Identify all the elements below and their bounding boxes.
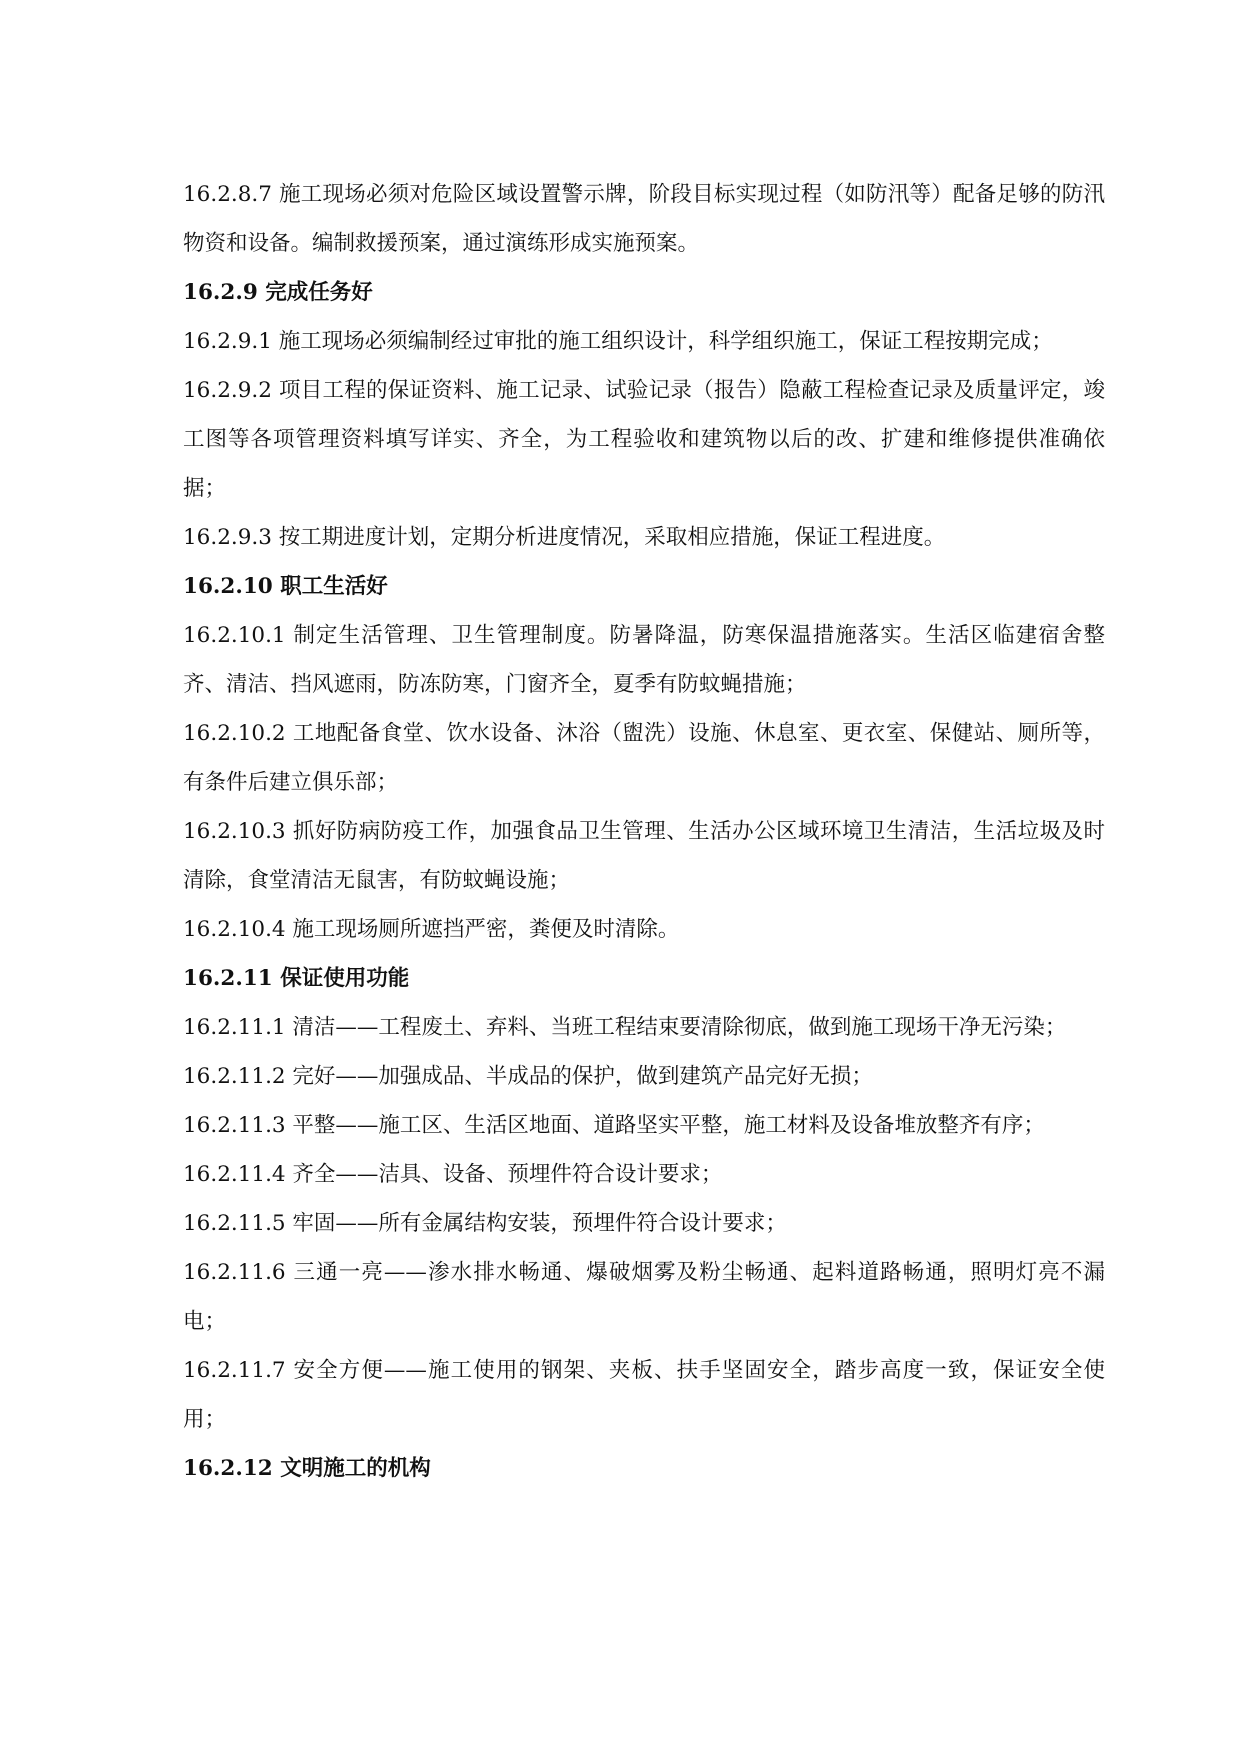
paragraph: 16.2.10.2 工地配备食堂、饮水设备、沐浴（盥洗）设施、休息室、更衣室、保健站、厕所等，有条件后建立俱乐部； <box>183 721 1105 795</box>
paragraph: 16.2.11.6 三通一亮——渗水排水畅通、爆破烟雾及粉尘畅通、起料道路畅通，照明灯亮不漏电； <box>183 1260 1105 1334</box>
section-heading: 16.2.10 职工生活好 <box>183 574 388 599</box>
paragraph: 16.2.10.1 制定生活管理、卫生管理制度。防暑降温，防寒保温措施落实。生活区临建宿舍整齐、清洁、挡风遮雨，防冻防寒，门窗齐全，夏季有防蚊蝇措施； <box>183 623 1105 697</box>
paragraph: 16.2.11.7 安全方便——施工使用的钢架、夹板、扶手坚固安全，踏步高度一致，保证安全使用； <box>183 1358 1105 1432</box>
paragraph: 16.2.11.3 平整——施工区、生活区地面、道路坚实平整，施工材料及设备堆放整齐有序； <box>183 1113 1045 1138</box>
paragraph: 16.2.10.4 施工现场厕所遮挡严密，粪便及时清除。 <box>183 917 680 942</box>
paragraph: 16.2.11.2 完好——加强成品、半成品的保护，做到建筑产品完好无损； <box>183 1064 873 1089</box>
section-heading: 16.2.12 文明施工的机构 <box>183 1456 431 1481</box>
document-body <box>183 170 1105 1493</box>
section-heading: 16.2.11 保证使用功能 <box>183 966 410 991</box>
paragraph: 16.2.11.5 牢固——所有金属结构安装，预埋件符合设计要求； <box>183 1211 787 1236</box>
paragraph: 16.2.8.7 施工现场必须对危险区域设置警示牌，阶段目标实现过程（如防汛等）配备足够的防汛物资和设备。编制救援预案，通过演练形成实施预案。 <box>183 182 1105 256</box>
paragraph: 16.2.9.2 项目工程的保证资料、施工记录、试验记录（报告）隐蔽工程检查记录及质量评定，竣工图等各项管理资料填写详实、齐全，为工程验收和建筑物以后的改、扩建和维修提供准确依据； <box>183 378 1105 501</box>
paragraph: 16.2.9.3 按工期进度计划，定期分析进度情况，采取相应措施，保证工程进度。 <box>183 525 946 550</box>
paragraph: 16.2.11.1 清洁——工程废土、弃料、当班工程结束要清除彻底，做到施工现场干净无污染； <box>183 1015 1067 1040</box>
paragraph: 16.2.9.1 施工现场必须编制经过审批的施工组织设计，科学组织施工，保证工程按期完成； <box>183 329 1053 354</box>
paragraph: 16.2.10.3 抓好防病防疫工作，加强食品卫生管理、生活办公区域环境卫生清洁，生活垃圾及时清除，食堂清洁无鼠害，有防蚊蝇设施； <box>183 819 1105 893</box>
section-heading: 16.2.9 完成任务好 <box>183 280 373 305</box>
paragraph: 16.2.11.4 齐全——洁具、设备、预埋件符合设计要求； <box>183 1162 723 1187</box>
